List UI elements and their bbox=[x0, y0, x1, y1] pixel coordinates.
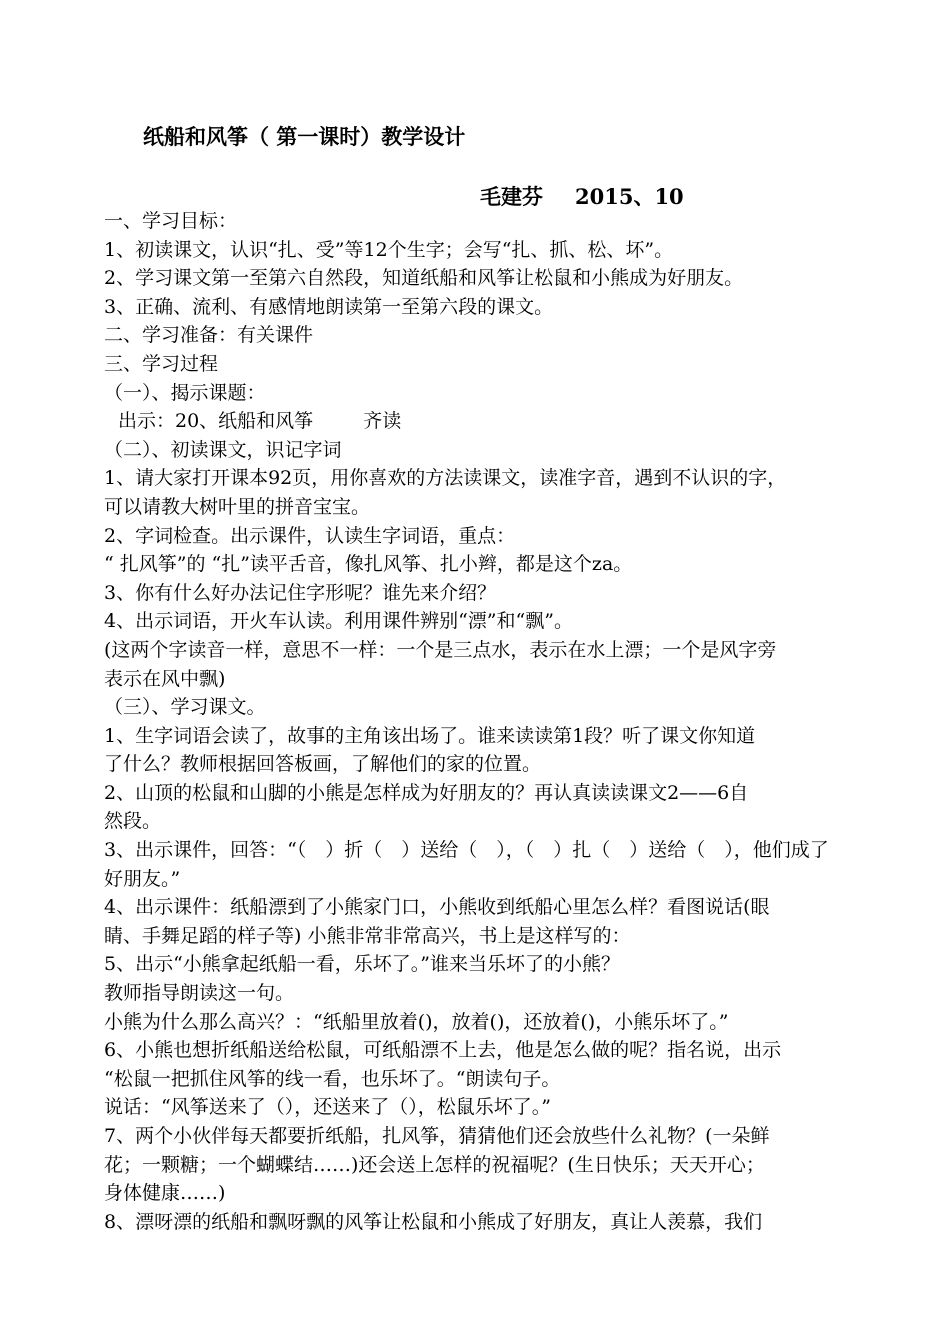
paragraph-line: 然段。 bbox=[104, 810, 162, 833]
paragraph-line: 说话：“风筝送来了（），还送来了（），松鼠乐坏了。” bbox=[104, 1096, 551, 1119]
paragraph-line: 5、出示“小熊拿起纸船一看，乐坏了。”谁来当乐坏了的小熊？ bbox=[104, 953, 621, 976]
paragraph-line: 1、生字词语会读了，故事的主角该出场了。谁来读读第1段？听了课文你知道 bbox=[104, 724, 756, 747]
paragraph-line: 睛、手舞足蹈的样子等) 小熊非常非常高兴，书上是这样写的： bbox=[104, 924, 631, 947]
paragraph-line: “ 扎风筝”的 “扎”读平舌音，像扎风筝、扎小辫，都是这个za。 bbox=[104, 553, 633, 576]
paragraph-line: (这两个字读音一样，意思不一样：一个是三点水，表示在水上漂；一个是风字旁 bbox=[104, 638, 777, 661]
paragraph-line: 6、小熊也想折纸船送给松鼠，可纸船漂不上去，他是怎么做的呢？指名说，出示 bbox=[104, 1039, 782, 1062]
section-heading: 二、学习准备：有关课件 bbox=[104, 324, 314, 347]
paragraph-line: 好朋友。” bbox=[104, 867, 181, 890]
paragraph-line: 3、出示课件，回答：“（ ）折（ ）送给（ ），（ ）扎（ ）送给（ ），他们成了 bbox=[104, 839, 829, 862]
paragraph-line: 身体健康……) bbox=[104, 1182, 226, 1205]
paragraph-line: 7、两个小伙伴每天都要折纸船，扎风筝，猜猜他们还会放些什么礼物？(一朵鲜 bbox=[104, 1125, 770, 1147]
section-heading: 三、学习过程 bbox=[104, 352, 219, 375]
paragraph-line: 4、出示词语，开火车认读。利用课件辨别“漂”和“飘”。 bbox=[104, 610, 573, 633]
paragraph-line: 2、山顶的松鼠和山脚的小熊是怎样成为好朋友的？再认真读读课文2——6自 bbox=[104, 781, 749, 804]
paragraph-line bbox=[104, 407, 850, 436]
line-text-extra: 齐读 bbox=[363, 410, 402, 433]
section-heading: 一、学习目标： bbox=[104, 210, 238, 232]
paragraph-line: 了什么？教师根据回答板画，了解他们的家的位置。 bbox=[104, 753, 542, 776]
document-date: 2015、10 bbox=[575, 184, 684, 209]
subsection-heading: （二）、初读课文，识记字词 bbox=[104, 438, 342, 461]
paragraph-line: 花；一颗糖；一个蝴蝶结……)还会送上怎样的祝福呢？(生日快乐；天天开心； bbox=[104, 1153, 765, 1176]
document-body bbox=[104, 207, 850, 1236]
paragraph-line: 4、出示课件：纸船漂到了小熊家门口，小熊收到纸船心里怎么样？看图说话(眼 bbox=[104, 896, 770, 919]
document-title: 纸船和风筝（ 第一课时）教学设计 bbox=[143, 124, 466, 149]
paragraph-line: 1、请大家打开课本92页，用你喜欢的方法读课文，读准字音，遇到不认识的字， bbox=[104, 467, 787, 490]
author-name: 毛建芬 bbox=[480, 184, 543, 209]
paragraph-line: 2、字词检查。出示课件，认读生字词语，重点： bbox=[104, 524, 516, 547]
paragraph-line: 3、你有什么好办法记住字形呢？谁先来介绍？ bbox=[104, 581, 497, 604]
paragraph-line: 可以请教大树叶里的拼音宝宝。 bbox=[104, 495, 371, 518]
paragraph-line: 表示在风中飘) bbox=[104, 667, 226, 690]
paragraph-line: “松鼠一把抓住风筝的线一看，也乐坏了。“朗读句子。 bbox=[104, 1067, 561, 1090]
paragraph-line: 小熊为什么那么高兴？：“纸船里放着()，放着()，还放着()，小熊乐坏了。” bbox=[104, 1010, 729, 1033]
paragraph-line: 1、初读课文，认识“扎、受”等12个生字；会写“扎、抓、松、坏”。 bbox=[104, 238, 674, 261]
paragraph-line: 2、学习课文第一至第六自然段，知道纸船和风筝让松鼠和小熊成为好朋友。 bbox=[104, 267, 744, 290]
subsection-heading: （三）、学习课文。 bbox=[104, 696, 266, 719]
line-text: 出示：20、纸船和风筝 bbox=[118, 410, 314, 433]
paragraph-line: 8、漂呀漂的纸船和飘呀飘的风筝让松鼠和小熊成了好朋友，真让人羡慕，我们 bbox=[104, 1210, 763, 1233]
paragraph-line: 教师指导朗读这一句。 bbox=[104, 982, 295, 1005]
paragraph-line: 3、正确、流利、有感情地朗读第一至第六段的课文。 bbox=[104, 295, 554, 318]
subsection-heading: （一）、揭示课题： bbox=[104, 381, 266, 404]
